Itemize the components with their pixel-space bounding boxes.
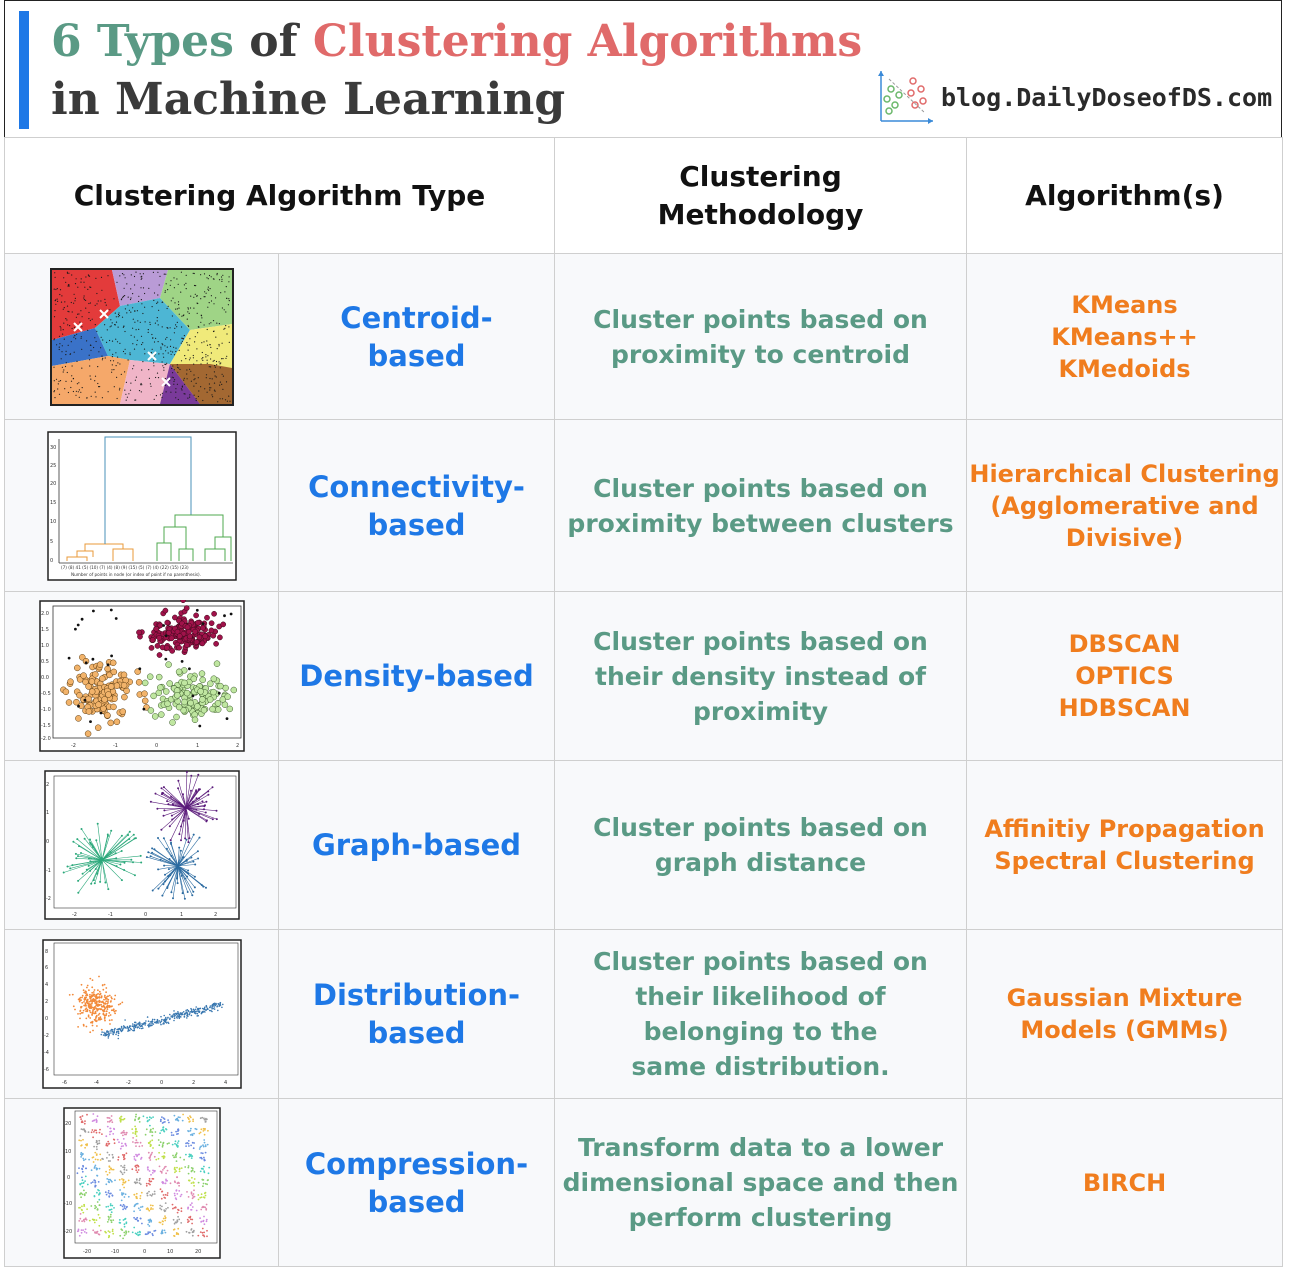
svg-text:0: 0 (45, 839, 49, 845)
table-header-row (5, 138, 1283, 254)
row-methodology: Transform data to a lower dimensional space and then perform clustering (555, 1099, 967, 1267)
distribution-thumbnail-cell (5, 930, 279, 1099)
svg-text:0: 0 (44, 1016, 48, 1022)
row-type: Density-based (279, 592, 555, 761)
density-thumbnail-cell (5, 592, 279, 761)
svg-text:8: 8 (44, 949, 48, 955)
row-type: Connectivity- based (279, 420, 555, 592)
dendrogram-x-ticks: (7) (8) 41 (5) (10) (7) (4) (8) (9) (15) (5) (7) (4) (22) (15) (23) (60, 564, 189, 570)
table-row (5, 761, 1283, 930)
row-methodology: Cluster points based on their likelihood of belonging to the same distribution. (555, 930, 967, 1099)
column-header-type: Clustering Algorithm Type (5, 138, 555, 254)
svg-text:1.0: 1.0 (40, 643, 49, 649)
row-methodology: Cluster points based on proximity to centroid (555, 254, 967, 420)
svg-text:0.0: 0.0 (40, 675, 49, 681)
density-scatter-icon (39, 600, 245, 752)
column-header-algorithms: Algorithm(s) (967, 138, 1283, 254)
table-row (5, 930, 1283, 1099)
page-title-line-2: in Machine Learning (51, 74, 566, 125)
svg-text:1: 1 (195, 743, 199, 749)
header (4, 0, 1282, 137)
svg-text:-2: -2 (45, 896, 51, 902)
svg-text:20: 20 (49, 480, 56, 487)
svg-text:4: 4 (44, 982, 48, 988)
svg-text:-1.5: -1.5 (40, 723, 51, 729)
svg-text:-2.0: -2.0 (40, 736, 51, 742)
graph-thumbnail-cell (5, 761, 279, 930)
svg-text:0: 0 (159, 1080, 163, 1086)
svg-text:-1: -1 (107, 912, 113, 918)
clustering-table (4, 137, 1283, 1267)
svg-text:25: 25 (49, 462, 56, 469)
page-title-line-1 (51, 17, 862, 67)
svg-text:-2: -2 (43, 1033, 49, 1039)
svg-text:-4: -4 (93, 1080, 99, 1086)
brand[interactable] (875, 67, 1275, 127)
gaussian-scatter-icon (42, 939, 242, 1089)
svg-text:0: 0 (143, 912, 147, 918)
birch-grid-icon (63, 1107, 221, 1259)
svg-text:2: 2 (235, 743, 239, 749)
row-methodology: Cluster points based on their density instead of proximity (555, 592, 967, 761)
svg-text:15: 15 (49, 499, 56, 506)
row-algorithms: BIRCH (967, 1099, 1283, 1267)
svg-text:2: 2 (213, 912, 217, 918)
brand-url[interactable]: blog.DailyDoseofDS.com (941, 83, 1273, 112)
table-row (5, 420, 1283, 592)
svg-text:-1.0: -1.0 (40, 707, 51, 713)
row-type: Compression- based (279, 1099, 555, 1267)
svg-text:0.5: 0.5 (40, 659, 49, 665)
row-algorithms: Gaussian Mixture Models (GMMs) (967, 930, 1283, 1099)
svg-text:-6: -6 (43, 1067, 49, 1073)
table-row (5, 1099, 1283, 1267)
compression-thumbnail-cell (5, 1099, 279, 1267)
svg-text:2: 2 (45, 782, 49, 788)
accent-bar (19, 11, 29, 129)
svg-text:0: 0 (142, 1248, 146, 1255)
svg-text:10: 10 (64, 1148, 71, 1155)
svg-text:-20: -20 (63, 1228, 72, 1235)
svg-text:-1: -1 (45, 868, 51, 874)
svg-text:20: 20 (64, 1120, 71, 1127)
centroid-thumbnail-cell (5, 254, 279, 420)
svg-text:6: 6 (44, 965, 48, 971)
svg-text:-10: -10 (110, 1248, 119, 1255)
svg-text:2: 2 (191, 1080, 195, 1086)
title-part-2: of (233, 16, 313, 67)
svg-text:2.0: 2.0 (40, 611, 49, 617)
dendrogram-icon (47, 431, 237, 581)
svg-text:10: 10 (49, 518, 56, 525)
svg-text:0: 0 (66, 1174, 70, 1181)
row-type: Centroid- based (279, 254, 555, 420)
svg-text:-2: -2 (70, 743, 76, 749)
svg-text:10: 10 (166, 1248, 173, 1255)
row-type: Distribution- based (279, 930, 555, 1099)
svg-text:-10: -10 (63, 1200, 72, 1207)
row-algorithms: Affinitiy Propagation Spectral Clustering (967, 761, 1283, 930)
svg-text:-2: -2 (71, 912, 77, 918)
column-header-methodology: Clustering Methodology (555, 138, 967, 254)
svg-text:0: 0 (154, 743, 158, 749)
svg-text:0: 0 (49, 557, 53, 564)
svg-text:2: 2 (44, 999, 48, 1005)
connectivity-thumbnail-cell (5, 420, 279, 592)
svg-text:30: 30 (49, 444, 56, 451)
svg-text:4: 4 (223, 1080, 227, 1086)
svg-text:-0.5: -0.5 (40, 691, 51, 697)
title-part-1: 6 Types (51, 16, 234, 67)
svg-text:1.5: 1.5 (40, 627, 49, 633)
row-type: Graph-based (279, 761, 555, 930)
voronoi-kmeans-icon (50, 268, 234, 406)
row-algorithms: DBSCAN OPTICS HDBSCAN (967, 592, 1283, 761)
table-row (5, 592, 1283, 761)
graph-star-icon (44, 770, 240, 920)
svg-text:20: 20 (194, 1248, 201, 1255)
row-algorithms: Hierarchical Clustering (Agglomerative and Divisive) (967, 420, 1283, 592)
svg-text:1: 1 (179, 912, 183, 918)
svg-text:-6: -6 (61, 1080, 67, 1086)
svg-text:-2: -2 (125, 1080, 131, 1086)
title-part-3: Clustering Algorithms (312, 16, 863, 67)
dendrogram-x-label: Number of points in node (or index of point if no parenthesis). (70, 571, 201, 577)
row-methodology: Cluster points based on graph distance (555, 761, 967, 930)
row-algorithms: KMeans KMeans++ KMedoids (967, 254, 1283, 420)
table-row (5, 254, 1283, 420)
row-methodology: Cluster points based on proximity between clusters (555, 420, 967, 592)
svg-text:-4: -4 (43, 1050, 49, 1056)
svg-text:-20: -20 (82, 1248, 91, 1255)
svg-text:1: 1 (45, 810, 49, 816)
svg-text:5: 5 (49, 538, 53, 545)
scatter-logo-icon (875, 67, 935, 127)
svg-text:-1: -1 (112, 743, 118, 749)
